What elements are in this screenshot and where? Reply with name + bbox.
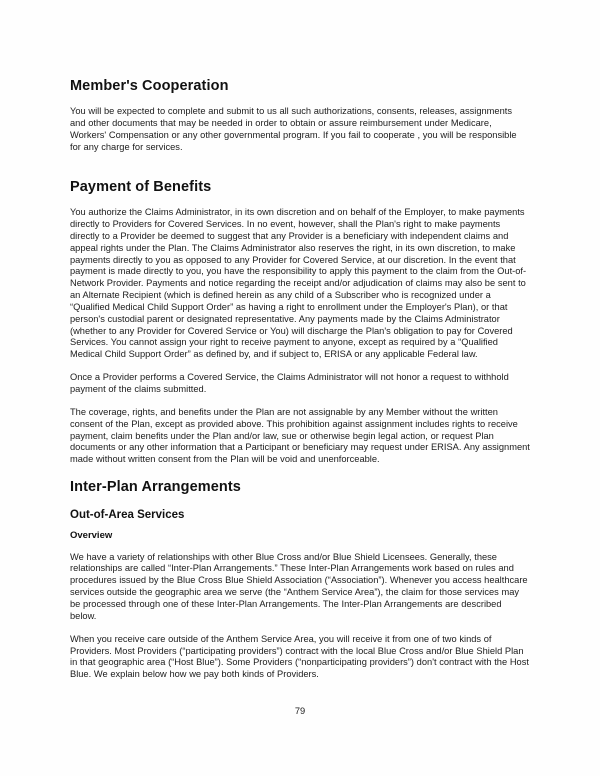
paragraph: Once a Provider performs a Covered Service, the Claims Administrator will not honor a request to withhold payment of the claims submitted. xyxy=(70,372,509,394)
subsection-heading-overview: Overview xyxy=(70,530,113,542)
document-body xyxy=(70,78,530,692)
paragraph: When you receive care outside of the Anthem Service Area, you will receive it from one of two kinds of Providers. Most Providers (“participating providers”) contract with the local Blue Cross and/or Blue Shield Plan in that geographic area (“Host Blue”). Some Providers (“nonparticipating providers”) don't contract with the Host Blue. We explain below how we pay both kinds of Providers. xyxy=(70,633,529,680)
paragraph: You authorize the Claims Administrator, in its own discretion and on behalf of the Employer, to make payments directly to Providers for Covered Services. In no event, however, shall the Plan's right to make payments directly to a Provider be deemed to suggest that any Provider is a beneficiary with independent claims and appeal rights under the Plan. The Claims Administrator also reserves the right, in its own discretion, to make payments directly to you as opposed to any Provider for Covered Service, at our discretion. In the event that payment is made directly to you, you have the responsibility to apply this payment to the claim from the Out-of-Network Provider. Payments and notice regarding the receipt and/or adjudication of claims may also be sent to an Alternate Recipient (which is defined herein as any child of a Subscriber who is recognized under a “Qualified Medical Child Support Order” as having a right to enrollment under the Employer's Plan), or that person's custodial parent or designated representative. Any payments made by the Claims Administrator (whether to any Provider for Covered Service or You) will discharge the Plan's obligation to pay for Covered Services. You cannot assign your right to receive payment to anyone, except as required by a “Qualified Medical Child Support Order” as defined by, and if subject to, ERISA or any applicable Federal law. xyxy=(70,207,527,360)
section-heading-payment-of-benefits: Payment of Benefits xyxy=(70,178,212,195)
page-number: 79 xyxy=(294,706,306,716)
section-heading-members-cooperation: Member's Cooperation xyxy=(70,78,229,94)
paragraph: The coverage, rights, and benefits under the Plan are not assignable by any Member without the written consent of the Plan, except as provided above. This prohibition against assignment includes rights to receive payment, claim benefits under the Plan and/or law, sue or otherwise begin legal action, or request Plan documents or any other information that a Participant or beneficiary may request under ERISA. Any assignment made without written consent from the Plan will be void and unenforceable. xyxy=(70,406,530,465)
paragraph: We have a variety of relationships with other Blue Cross and/or Blue Shield Licensees. Generally, these relationships are called “Inter-Plan Arrangements.” These Inter-Plan Arrangements work based on rules and procedures issued by the Blue Cross Blue Shield Association (“Association”). Whenever you access healthcare services outside the geographic area we serve (the “Anthem Service Area”), the claim for those services may be processed through one of these Inter-Plan Arrangements. The Inter-Plan Arrangements are described below. xyxy=(70,551,528,621)
section-heading-inter-plan-arrangements: Inter-Plan Arrangements xyxy=(70,479,241,496)
subsection-heading-out-of-area-services: Out-of-Area Services xyxy=(70,509,185,522)
paragraph: You will be expected to complete and submit to us all such authorizations, consents, releases, assignments and other documents that may be needed in order to obtain or assure reimbursement under Medicare, Workers' Compensation or any other governmental program. If you fail to cooperate , you will be responsible for any charge for services. xyxy=(70,106,517,152)
